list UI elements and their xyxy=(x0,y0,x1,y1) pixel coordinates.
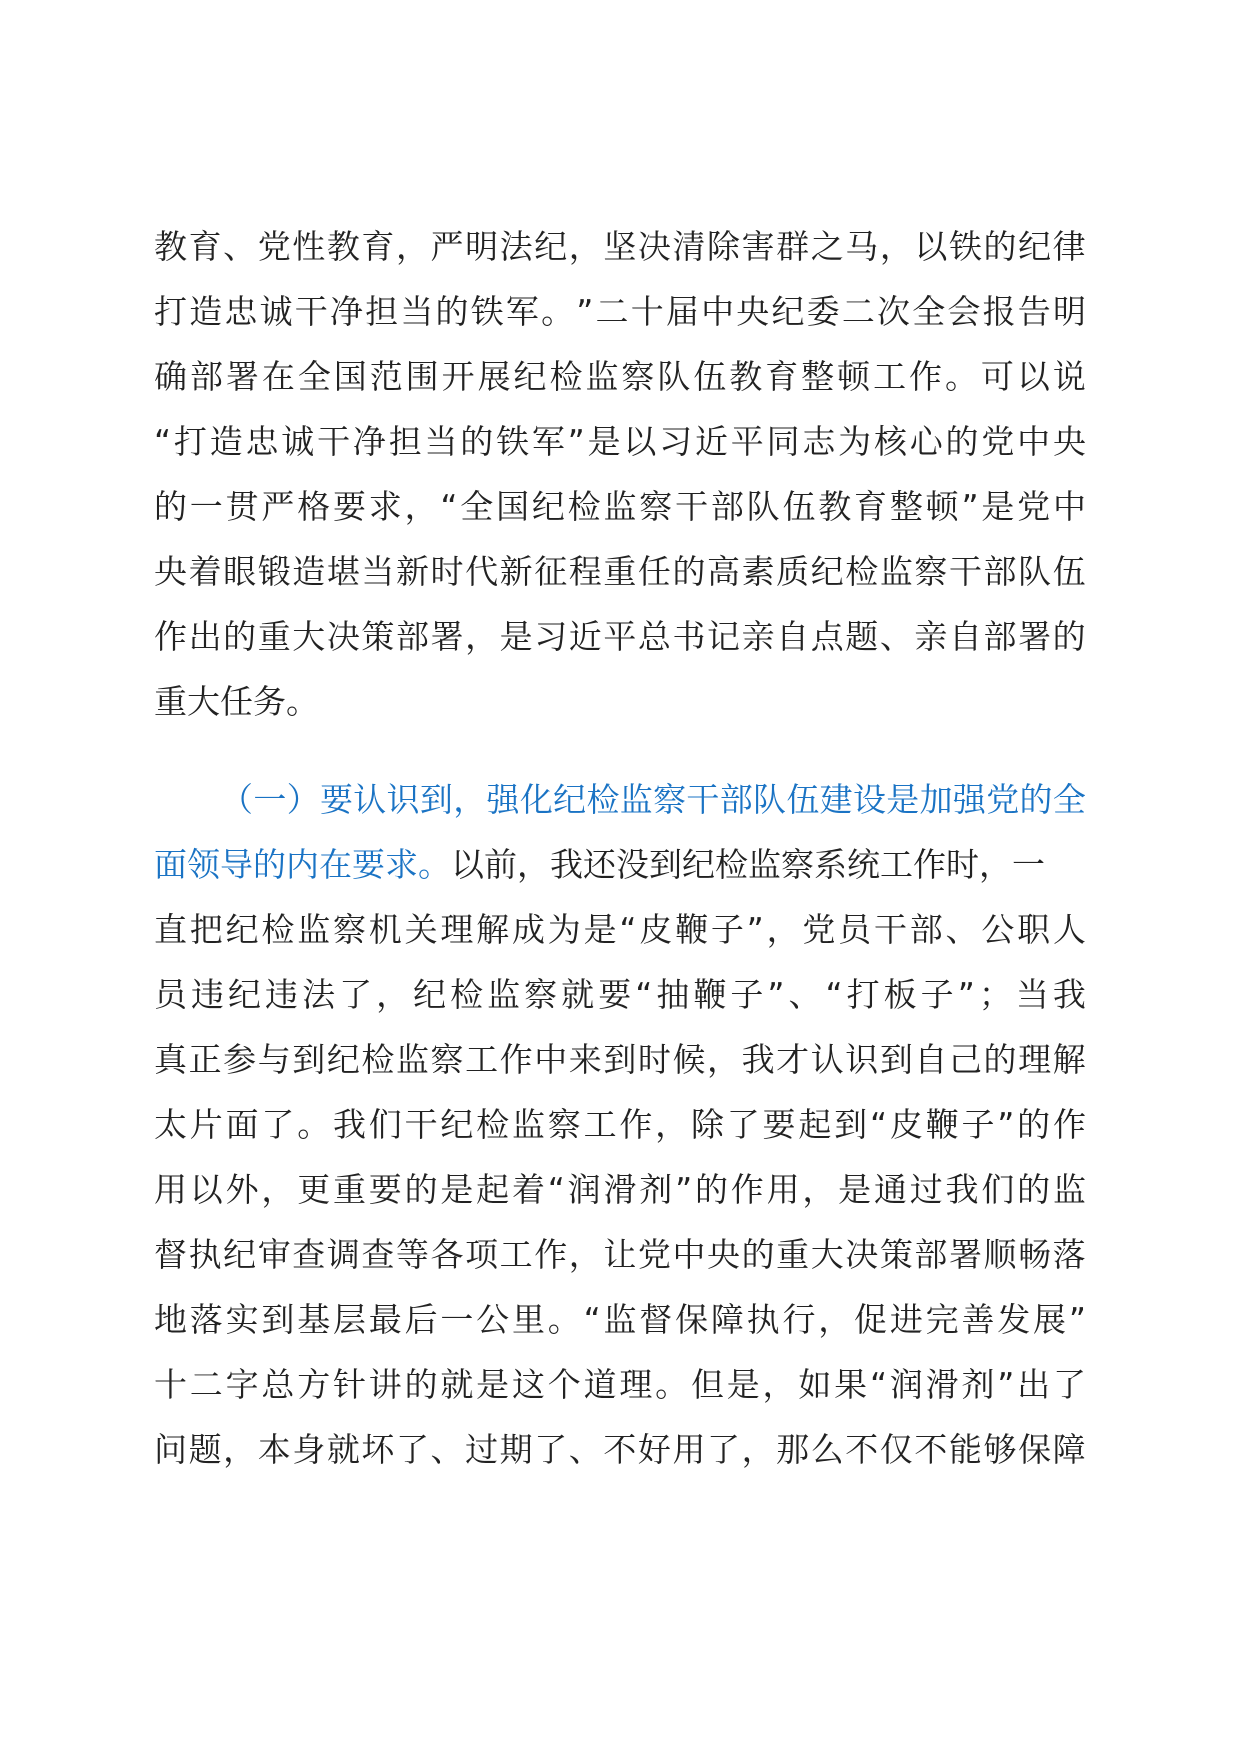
text-line: “ 打 造 忠 诚 干 净 担 当 的 铁 军 ” 是 以 习 近 平 同 志 为 核 心 的 党 中 央 xyxy=(154,422,1086,461)
text-line: 教 育 、 党 性 教 育 ， 严 明 法 纪 ， 坚 决 清 除 害 群 之 马 ， 以 铁 的 纪 律 xyxy=(154,227,1086,266)
paragraph-1 xyxy=(154,214,1086,734)
paragraph-spacer xyxy=(154,734,1086,767)
text-line: 打 造 忠 诚 干 净 担 当 的 铁 军 。 ” 二 十 届 中 央 纪 委 二 次 全 会 报 告 明 xyxy=(154,292,1086,331)
body-text: 以前，我还没到纪检监察系统工作时，一 xyxy=(451,845,1045,884)
text-line: 问 题 ， 本 身 就 坏 了 、 过 期 了 、 不 好 用 了 ， 那 么 不 仅 不 能 够 保 障 xyxy=(154,1430,1086,1469)
text-line: 确 部 署 在 全 国 范 围 开 展 纪 检 监 察 队 伍 教 育 整 顿 工 作 。 可 以 说 xyxy=(154,357,1086,396)
text-line: 用 以 外 ， 更 重 要 的 是 起 着 “ 润 滑 剂 ” 的 作 用 ， 是 通 过 我 们 的 监 xyxy=(154,1170,1086,1209)
text-line: 员 违 纪 违 法 了 ， 纪 检 监 察 就 要 “ 抽 鞭 子 ” 、 “ 打 板 子 ” ； 当 我 xyxy=(154,975,1086,1014)
section-heading-continued: 面领导的内在要求。 xyxy=(154,845,451,884)
text-line: 太 片 面 了 。 我 们 干 纪 检 监 察 工 作 ， 除 了 要 起 到 “ 皮 鞭 子 ” 的 作 xyxy=(154,1105,1086,1144)
document-body xyxy=(154,214,1086,1482)
text-line: 的 一 贯 严 格 要 求 ， “ 全 国 纪 检 监 察 干 部 队 伍 教 育 整 顿 ” 是 党 中 xyxy=(154,487,1086,526)
text-line: 央 着 眼 锻 造 堪 当 新 时 代 新 征 程 重 任 的 高 素 质 纪 检 监 察 干 部 队 伍 xyxy=(154,552,1086,591)
section-heading: （ 一 ） 要 认 识 到 ， 强 化 纪 检 监 察 干 部 队 伍 建 设 是 加 强 党 的 全 xyxy=(220,780,1086,819)
text-line: 督 执 纪 审 查 调 查 等 各 项 工 作 ， 让 党 中 央 的 重 大 决 策 部 署 顺 畅 落 xyxy=(154,1235,1086,1274)
text-line-last: 重大任务。 xyxy=(154,682,319,721)
text-line xyxy=(154,832,1086,897)
text-line: 直 把 纪 检 监 察 机 关 理 解 成 为 是 “ 皮 鞭 子 ” ， 党 员 干 部 、 公 职 人 xyxy=(154,910,1086,949)
section-heading-line xyxy=(154,767,1086,832)
text-line: 地 落 实 到 基 层 最 后 一 公 里 。 “ 监 督 保 障 执 行 ， 促 进 完 善 发 展 ” xyxy=(154,1300,1086,1339)
text-line: 真 正 参 与 到 纪 检 监 察 工 作 中 来 到 时 候 ， 我 才 认 识 到 自 己 的 理 解 xyxy=(154,1040,1086,1079)
paragraph-2 xyxy=(154,767,1086,1482)
text-line: 作 出 的 重 大 决 策 部 署 ， 是 习 近 平 总 书 记 亲 自 点 题 、 亲 自 部 署 的 xyxy=(154,617,1086,656)
text-line: 十 二 字 总 方 针 讲 的 就 是 这 个 道 理 。 但 是 ， 如 果 “ 润 滑 剂 ” 出 了 xyxy=(154,1365,1086,1404)
